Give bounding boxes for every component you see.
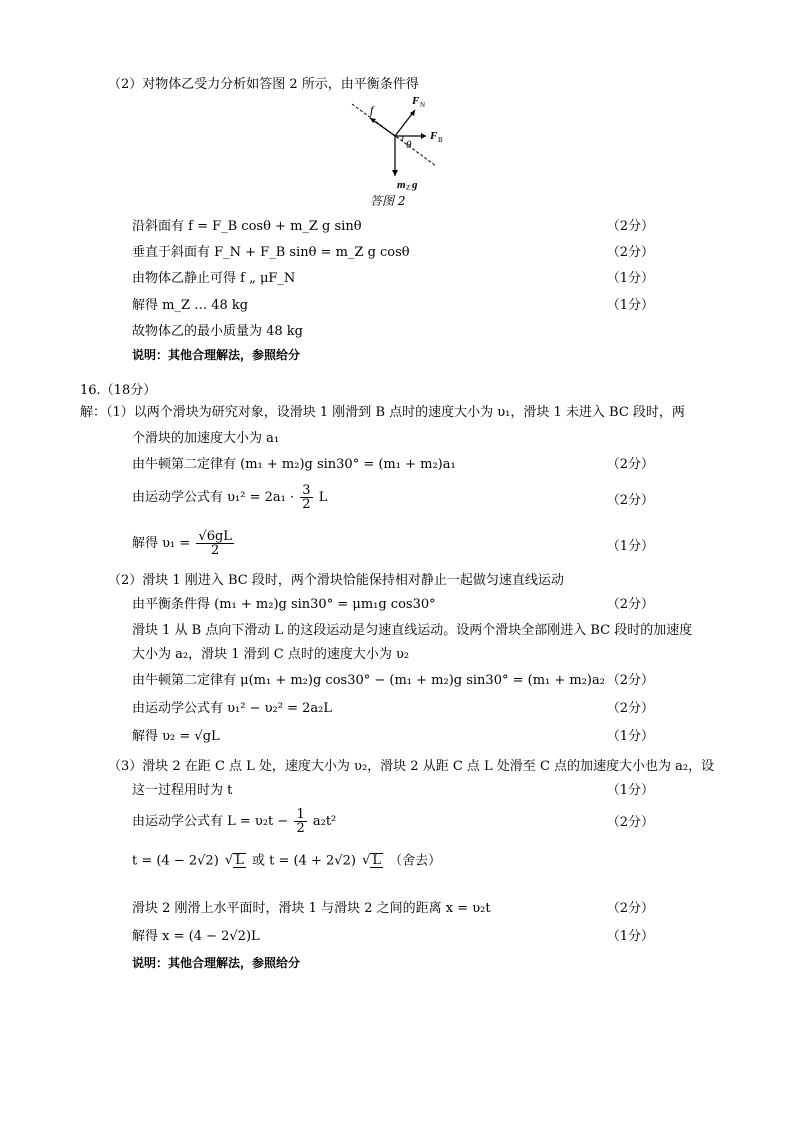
- s16-p1-eq2-pre: 由运动学公式有 υ₁² = 2a₁ ·: [132, 490, 295, 505]
- s16-p3-intro-a: （3）滑块 2 在距 C 点 L 处，速度大小为 υ₂，滑块 2 从距 C 点 L 处滑至 C 点的加速度大小也为 a₂，设: [108, 759, 715, 774]
- s16-p3-eq3-score: （2分）: [606, 901, 654, 916]
- label-fn-sub: N: [420, 101, 426, 109]
- s16-p2-eq2-score: （2分）: [606, 673, 654, 688]
- frac-num: L: [372, 853, 381, 868]
- s16-p1-eq1: 由牛顿第二定律有 (m₁ + m₂)g sin30° = (m₁ + m₂)a₁: [132, 457, 456, 472]
- s15-eq-static-score: （1分）: [606, 271, 654, 286]
- s16-p3-eq1-pre: 由运动学公式有 L = υ₂t −: [132, 814, 289, 829]
- s15-part2-intro: （2）对物体乙受力分析如答图 2 所示，由平衡条件得: [108, 77, 419, 92]
- s16-p1-eq3-frac: [196, 530, 234, 557]
- s16-p1-eq1-score: （2分）: [606, 457, 654, 472]
- s16-header: 16.（18分）: [80, 383, 157, 398]
- s16-p1-eq2-post: L: [318, 490, 328, 505]
- s16-p3-eq2-c: （舍去）: [389, 853, 442, 869]
- s15-eq-along-incline-score: （2分）: [606, 219, 654, 234]
- frac-num: 3: [302, 483, 311, 498]
- label-mg-sub: Z: [406, 184, 411, 192]
- frac-den: 2: [211, 543, 220, 558]
- s16-p2-eq3-score: （2分）: [606, 701, 654, 716]
- s16-p1-intro-b: 个滑块的加速度大小为 a₁: [132, 431, 280, 446]
- s15-eq-perpendicular-score: （2分）: [606, 245, 654, 260]
- label-theta: θ: [406, 139, 412, 151]
- s16-p1-eq2-score: （2分）: [606, 493, 654, 508]
- label-mg-g: g: [412, 179, 418, 191]
- s16-p3-eq2-b: 或 t = (4 + 2√2): [252, 853, 356, 869]
- label-f: f: [370, 103, 374, 117]
- s16-p3-eq3: 滑块 2 刚滑上水平面时，滑块 1 与滑块 2 之间的距离 x = υ₂t: [132, 901, 491, 916]
- s15-eq-perpendicular: 垂直于斜面有 F_N + F_B sinθ = m_Z g cosθ: [132, 245, 410, 260]
- s16-p3-eq2-a: t = (4 − 2√2): [132, 853, 219, 869]
- s16-p3-eq2-sqrt-frac-2: √ L: [362, 853, 381, 868]
- s16-note: 说明：其他合理解法，参照给分: [132, 956, 301, 970]
- s16-p1-eq3: [132, 530, 236, 557]
- label-fb: F: [430, 130, 438, 142]
- frac-num: L: [235, 853, 244, 868]
- figure-caption: 答图 2: [370, 194, 406, 208]
- s16-p2-eq4-score: （1分）: [606, 729, 654, 744]
- s15-eq-along-incline: 沿斜面有 f = F_B cosθ + m_Z g sinθ: [132, 219, 362, 234]
- s16-p2-text-a: 滑块 1 从 B 点向下滑动 L 的这段运动是匀速直线运动。设两个滑块全部刚进入 BC 段时的加速度: [132, 623, 693, 638]
- s16-p2-intro: （2）滑块 1 刚进入 BC 段时，两个滑块恰能保持相对静止一起做匀速直线运动: [108, 573, 564, 588]
- s16-p1-eq2-frac: [300, 484, 312, 511]
- force-diagram: [340, 92, 460, 192]
- s15-conclusion: 故物体乙的最小质量为 48 kg: [132, 324, 304, 339]
- s16-p3-eq4-score: （1分）: [606, 929, 654, 944]
- frac-den: 2: [296, 821, 305, 836]
- s16-p2-eq4: 解得 υ₂ = √gL: [132, 729, 220, 744]
- theta-arc: [402, 136, 403, 141]
- s16-p3-intro-score: （1分）: [606, 783, 654, 798]
- s16-p2-eq3: 由运动学公式有 υ₁² − υ₂² = 2a₂L: [132, 701, 332, 716]
- label-fb-sub: B: [438, 136, 443, 144]
- frac-num: 1: [296, 807, 305, 822]
- s16-p3-intro-b: 这一过程用时为 t: [132, 783, 233, 798]
- s16-p3-eq1: [132, 808, 336, 835]
- s16-p3-eq2: [132, 852, 441, 871]
- s16-p3-eq1-frac: [294, 808, 306, 835]
- s16-p1-eq2: [132, 484, 327, 511]
- s16-p3-eq4: 解得 x = (4 − 2√2)L: [132, 929, 260, 944]
- s16-p3-eq1-score: （2分）: [606, 815, 654, 830]
- s15-note: 说明：其他合理解法，参照给分: [132, 348, 301, 362]
- s16-p1-eq3-pre: 解得 υ₁ =: [132, 536, 191, 551]
- frac-num: √6gL: [198, 529, 232, 544]
- label-mg: m: [397, 179, 406, 191]
- s16-p3-eq1-post: a₂t²: [312, 814, 337, 829]
- frac-den: 2: [302, 497, 311, 512]
- s15-eq-static: 由物体乙静止可得 f „ μF_N: [132, 271, 296, 286]
- s16-p3-eq2-sqrt-frac-1: √ L: [224, 853, 244, 868]
- s16-p2-eq1-score: （2分）: [606, 597, 654, 612]
- s16-p2-eq1: 由平衡条件得 (m₁ + m₂)g sin30° = μm₁g cos30°: [132, 597, 436, 612]
- s16-p2-eq2: 由牛顿第二定律有 μ(m₁ + m₂)g cos30° − (m₁ + m₂)g sin30° = (m₁ + m₂)a₂: [132, 673, 605, 688]
- s16-p2-text-b: 大小为 a₂，滑块 1 滑到 C 点时的速度大小为 υ₂: [132, 647, 410, 662]
- label-fn: F: [412, 95, 420, 107]
- s16-p1-intro-a: 解：（1）以两个滑块为研究对象，设滑块 1 刚滑到 B 点时的速度大小为 υ₁，滑块 1 未进入 BC 段时，两: [80, 405, 685, 420]
- s15-eq-result-score: （1分）: [606, 298, 654, 313]
- s16-p1-eq3-score: （1分）: [606, 539, 654, 554]
- s15-eq-result: 解得 m_Z … 48 kg: [132, 298, 249, 313]
